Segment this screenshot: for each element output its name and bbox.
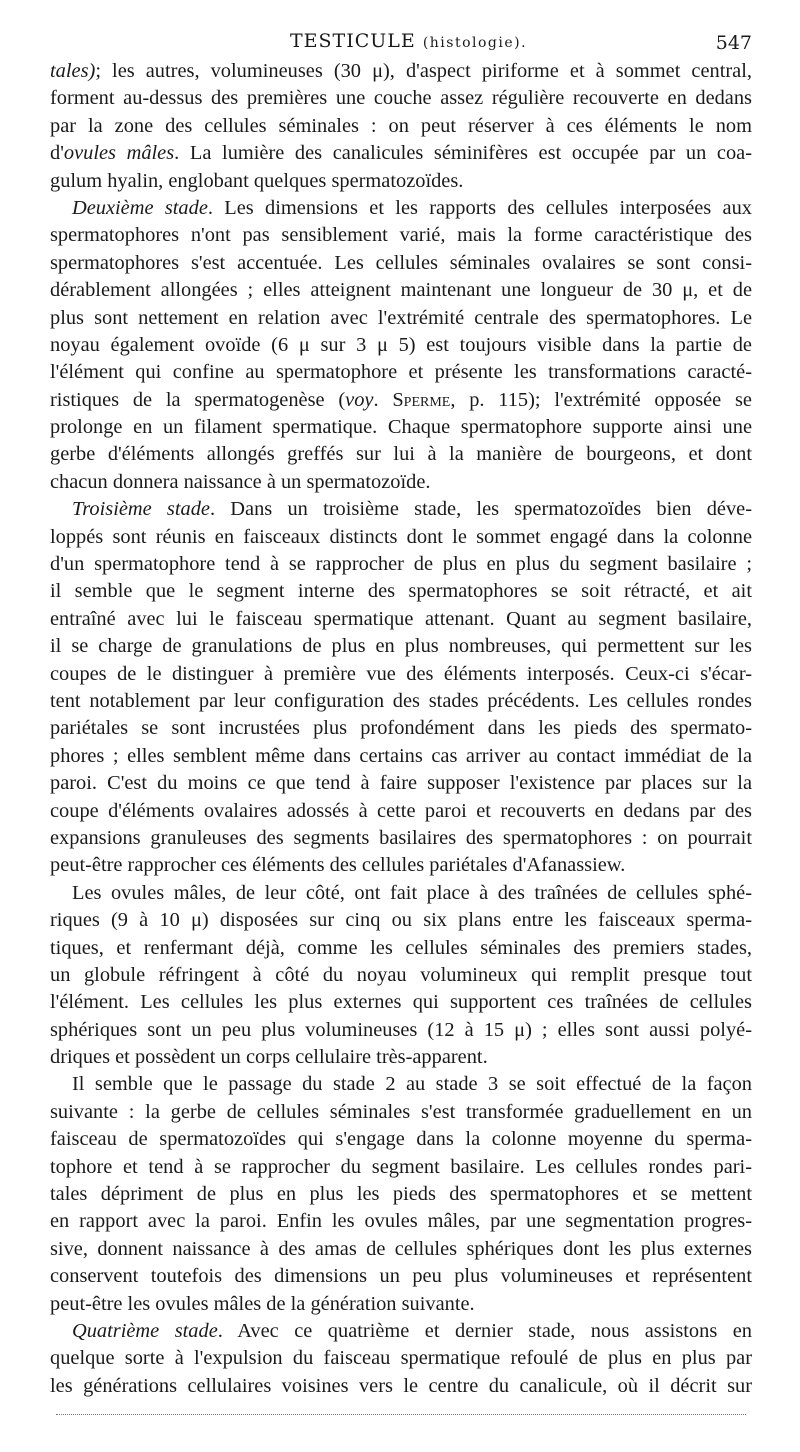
text-line: loppés sont réunis en faisceaux distincts dont le sommet engagé dans la colonne (50, 525, 752, 548)
text-line: tent notablement par leur configuration des stades précédents. Les cellules rondes (50, 689, 752, 712)
text-line: entraîné avec lui le faisceau spermatique attenant. Quant au segment basilaire, (50, 607, 752, 630)
text-line: Les ovules mâles, de leur côté, ont fait place à des traînées de cellules sphé- (72, 881, 752, 904)
text-line: en rapport avec la paroi. Enfin les ovules mâles, par une segmentation progres- (50, 1210, 752, 1233)
text-line: ristiques de la spermatogenèse (voy. Sperme, p. 115); l'extrémité opposée se (50, 388, 752, 411)
text-line: Troisième stade. Dans un troisième stade, les spermatozoïdes bien déve- (72, 498, 752, 521)
page-number: 547 (715, 32, 752, 54)
text-line: Deuxième stade. Les dimensions et les rapports des cellules interposées aux (72, 196, 752, 219)
text-line: noyau également ovoïde (6 μ sur 3 μ 5) est toujours visible dans la partie de (50, 333, 752, 356)
text-line: pariétales se sont incrustées plus profondément dans les pieds des spermato- (50, 717, 752, 740)
text-line: gerbe d'éléments allongés greffés sur lui à la manière de bourgeons, et dont (50, 443, 752, 466)
text-line: coupes de le distinguer à première vue des éléments interposés. Ceux-ci s'écar- (50, 662, 752, 685)
text-line: coupe d'éléments ovalaires adossés à cette paroi et recouverts en dedans par des (50, 799, 752, 822)
text-line: tiques, et renfermant déjà, comme les cellules séminales des premiers stades, (50, 936, 752, 959)
text-line: l'élément qui confine au spermatophore et présente les transformations caracté- (50, 361, 752, 384)
running-title-main: TESTICULE (290, 30, 416, 52)
text-line: l'élément. Les cellules les plus externes qui supportent ces traînées de cellules (50, 991, 752, 1014)
text-line: Il semble que le passage du stade 2 au stade 3 se soit effectué de la façon (72, 1073, 752, 1096)
text-line: forment au-dessus des premières une couche assez régulière recouverte en dedans (50, 87, 752, 110)
text-line: les générations cellulaires voisines vers le centre du canalicule, où il décrit sur (50, 1374, 752, 1397)
text-line: driques et possèdent un corps cellulaire très-apparent. (50, 1046, 488, 1069)
body-text (50, 58, 752, 1400)
text-line: conservent toutefois des dimensions un peu plus volumineuses et représentent (50, 1265, 752, 1288)
text-line: spermatophores s'est accentuée. Les cellules séminales ovalaires se sont consi- (50, 251, 752, 274)
text-line: il se charge de granulations de plus en plus nombreuses, qui permettent sur les (50, 635, 752, 658)
text-line: peut-être rapprocher ces éléments des cellules pariétales d'Afanassiew. (50, 854, 626, 877)
text-line: suivante : la gerbe de cellules séminales s'est transformée graduellement en un (50, 1100, 752, 1123)
text-line: plus sont nettement en relation avec l'extrémité centrale des spermatophores. Le (50, 306, 752, 329)
text-line: gulum hyalin, englobant quelques spermatozoïdes. (50, 169, 464, 192)
bottom-dotted-rule (56, 1414, 746, 1419)
running-title-subtitle: (histologie). (422, 35, 528, 51)
text-line: par la zone des cellules séminales : on peut réserver à ces éléments le nom (50, 114, 752, 137)
running-title (290, 30, 527, 52)
page-header (50, 30, 752, 58)
text-line: prolonge en un filament spermatique. Chaque spermatophore supporte ainsi une (50, 416, 752, 439)
text-line: expansions granuleuses des segments basilaires des spermatophores : on pourrait (50, 826, 752, 849)
text-line: tophore et tend à se rapprocher du segment basilaire. Les cellules rondes pari- (50, 1155, 752, 1178)
text-line: quelque sorte à l'expulsion du faisceau spermatique refoulé de plus en plus par (50, 1347, 752, 1370)
text-line: tales dépriment de plus en plus les pieds des spermatophores et se mettent (50, 1183, 752, 1206)
text-line: Quatrième stade. Avec ce quatrième et dernier stade, nous assistons en (72, 1319, 752, 1342)
text-line: phores ; elles semblent même dans certains cas arriver au contact immédiat de la (50, 744, 752, 767)
text-line: un globule réfringent à côté du noyau volumineux qui remplit presque tout (50, 963, 752, 986)
text-line: sphériques sont un peu plus volumineuses (12 à 15 μ) ; elles sont aussi polyé- (50, 1018, 752, 1041)
text-line: tales); les autres, volumineuses (30 μ), d'aspect piriforme et à sommet central, (50, 60, 752, 82)
text-line: spermatophores n'ont pas sensiblement varié, mais la forme caractéristique des (50, 224, 752, 247)
text-line: peut-être les ovules mâles de la génération suivante. (50, 1292, 475, 1315)
text-line: il semble que le segment interne des spermatophores se soit rétracté, et ait (50, 580, 752, 603)
text-line: d'un spermatophore tend à se rapprocher de plus en plus du segment basilaire ; (50, 553, 752, 576)
text-line: chacun donnera naissance à un spermatozoïde. (50, 470, 431, 493)
text-line: d'ovules mâles. La lumière des canalicules séminifères est occupée par un coa- (50, 142, 752, 165)
text-line: paroi. C'est du moins ce que tend à faire supposer l'existence par places sur la (50, 772, 752, 795)
text-line: riques (9 à 10 μ) disposées sur cinq ou six plans entre les faisceaux sperma- (50, 909, 752, 932)
text-line: sive, donnent naissance à des amas de cellules sphériques dont les plus externes (50, 1237, 752, 1260)
text-line: faisceau de spermatozoïdes qui s'engage dans la colonne moyenne du sperma- (50, 1128, 752, 1151)
text-line: dérablement allongées ; elles atteignent maintenant une longueur de 30 μ, et de (50, 279, 752, 302)
